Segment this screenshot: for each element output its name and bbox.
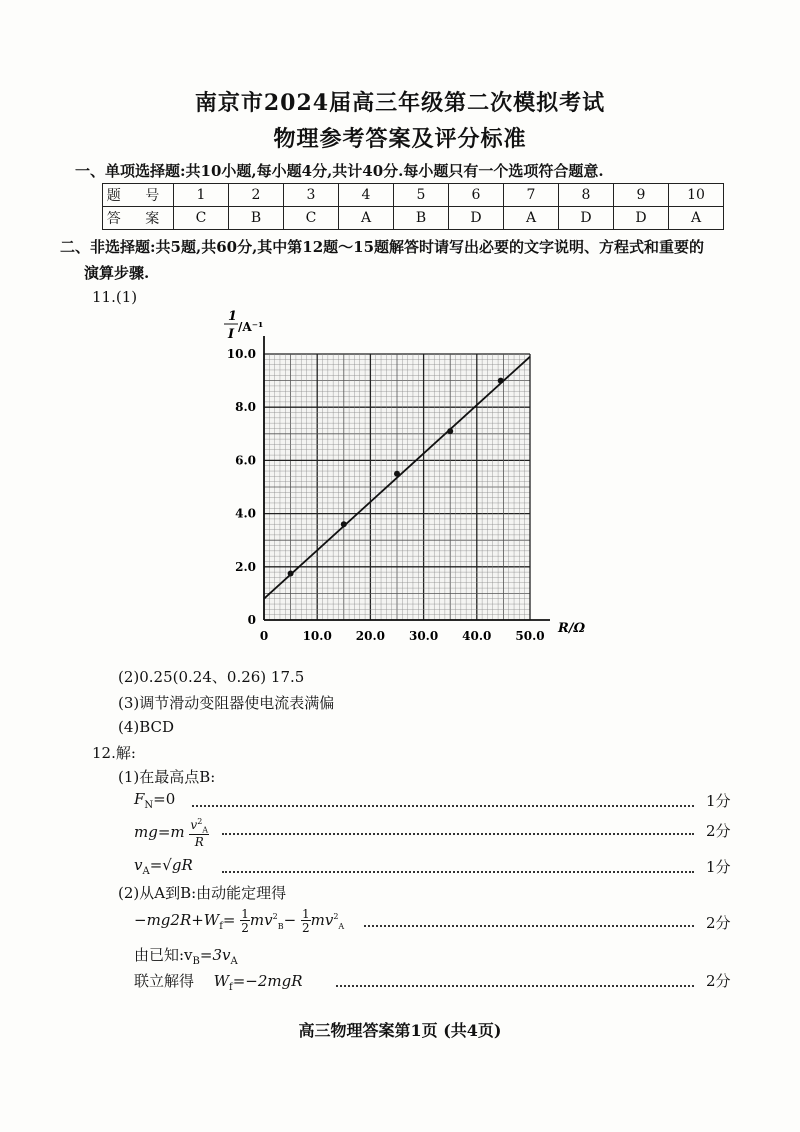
eq-text: mg=m	[134, 823, 185, 842]
table-row-answers	[103, 207, 724, 230]
table-cell: D	[449, 207, 504, 230]
eq-symbol: v	[134, 856, 143, 874]
data-point	[394, 471, 400, 477]
y-label-numerator: 1	[228, 309, 238, 324]
eq-text: =3v	[199, 946, 231, 964]
table-cell: 4	[339, 184, 394, 207]
q11-part3: (3)调节滑动变阻器使电流表满偏	[118, 694, 335, 712]
data-point	[447, 428, 453, 434]
section1-heading: 一、单项选择题:共10小题,每小题4分,共计40分.每小题只有一个选项符合题意.	[75, 162, 604, 180]
leader-dots	[222, 871, 694, 873]
eq-subscript: B	[277, 922, 284, 931]
data-point	[341, 521, 347, 527]
equation-normal-force	[134, 790, 175, 811]
eq-symbol: W	[213, 972, 229, 990]
score: 2分	[706, 972, 731, 990]
eq-text: =√gR	[149, 856, 193, 874]
q11-part2: (2)0.25(0.24、0.26) 17.5	[118, 668, 305, 686]
x-tick-label: 30.0	[408, 629, 439, 643]
table-cell: 10	[669, 184, 724, 207]
eq-subscript: A	[230, 956, 238, 967]
y-tick-label: 4.0	[235, 506, 256, 521]
eq-subscript: A	[202, 825, 209, 835]
data-point	[288, 570, 294, 576]
x-tick-label: 10.0	[302, 629, 332, 643]
eq-text: mv	[310, 911, 334, 929]
eq-subscript: B	[192, 956, 200, 967]
q11-label: 11.(1)	[92, 288, 138, 306]
table-cell: B	[394, 207, 449, 230]
table-cell: C	[174, 207, 229, 230]
section2-heading-line1: 二、非选择题:共5题,共60分,其中第12题～15题解答时请写出必要的文字说明、方程式和重要的	[60, 238, 705, 256]
final-label: 联立解得	[134, 972, 195, 990]
page-footer: 高三物理答案第1页 (共4页)	[298, 1021, 502, 1040]
eq-text: =	[222, 911, 236, 929]
eq-subscript: f	[219, 921, 223, 932]
eq-text: =0	[153, 790, 176, 808]
eq-fraction: $\frac{1}{2}$	[301, 907, 310, 935]
data-point	[498, 378, 504, 384]
table-cell: 6	[449, 184, 504, 207]
table-cell: 8	[559, 184, 614, 207]
q11-part4: (4)BCD	[118, 718, 175, 736]
final-result	[134, 970, 303, 993]
eq-fraction: $\frac{v^2_A}{R}$	[190, 817, 209, 850]
eq-symbol: R	[194, 835, 204, 850]
score: 2分	[706, 822, 731, 840]
leader-dots	[364, 925, 694, 927]
table-cell: D	[614, 207, 669, 230]
eq-text: mv	[249, 911, 273, 929]
eq-subscript: N	[144, 800, 154, 811]
table-cell: B	[229, 207, 284, 230]
y-label-unit: /A⁻¹	[238, 320, 264, 334]
y-tick-label: 2.0	[235, 559, 256, 574]
score: 1分	[706, 792, 731, 810]
y-tick-label: 8.0	[235, 400, 256, 415]
x-tick-label: 0	[259, 629, 269, 643]
table-cell: C	[284, 207, 339, 230]
eq-subscript: A	[338, 922, 345, 931]
eq-text: 由已知:v	[134, 946, 193, 964]
table-cell: D	[559, 207, 614, 230]
eq-symbol: v	[190, 818, 198, 832]
leader-dots	[192, 805, 694, 807]
x-tick-label: 50.0	[515, 629, 545, 643]
eq-subscript: A	[142, 866, 150, 877]
equation-centripetal	[134, 818, 209, 848]
table-cell: A	[339, 207, 394, 230]
y-label-denominator: I	[228, 327, 235, 342]
x-axis-label: R/Ω	[558, 621, 586, 636]
y-tick-label: 10.0	[226, 347, 256, 361]
section2-heading-line2: 演算步骤.	[84, 264, 150, 282]
eq-text: =−2mgR	[232, 972, 303, 990]
equation-velocity-a	[134, 856, 193, 877]
eq-fraction: $\frac{1}{2}$	[241, 907, 249, 935]
table-cell: 9	[614, 184, 669, 207]
q12-part1: (1)在最高点B:	[118, 768, 216, 786]
given-condition	[134, 944, 238, 967]
eq-subscript: f	[229, 982, 233, 993]
equation-work-energy: $-mg2R+W_f=$ $\frac{1}{2}$ $mv^2_B-$ $\frac{1}{2}$ $mv^2_A$	[134, 907, 345, 935]
table-cell: 1	[174, 184, 229, 207]
row-label-question: 题 号	[103, 184, 174, 207]
score: 2分	[706, 914, 731, 932]
score: 1分	[706, 858, 731, 876]
table-cell: 5	[394, 184, 449, 207]
leader-dots	[336, 985, 694, 987]
leader-dots	[222, 833, 694, 835]
answer-table	[102, 183, 724, 230]
y-tick-label: 0	[247, 613, 256, 627]
table-cell: 3	[284, 184, 339, 207]
y-tick-label: 6.0	[235, 453, 256, 468]
eq-text: −	[283, 911, 297, 929]
eq-symbol: F	[134, 790, 145, 808]
table-cell: A	[669, 207, 724, 230]
graph-chart	[200, 300, 620, 650]
page-subtitle: 物理参考答案及评分标准	[273, 126, 527, 152]
table-cell: A	[504, 207, 559, 230]
table-cell: 7	[504, 184, 559, 207]
row-label-answer: 答 案	[103, 207, 174, 230]
x-tick-label: 40.0	[462, 629, 492, 643]
table-row-questions	[103, 184, 724, 207]
q12-label: 12.解:	[92, 744, 136, 762]
page-title: 南京市2024届高三年级第二次模拟考试	[194, 90, 606, 116]
x-tick-label: 20.0	[355, 629, 386, 643]
table-cell: 2	[229, 184, 284, 207]
q12-part2: (2)从A到B:由动能定理得	[118, 884, 287, 902]
eq-text: −mg2R+W	[134, 911, 220, 929]
